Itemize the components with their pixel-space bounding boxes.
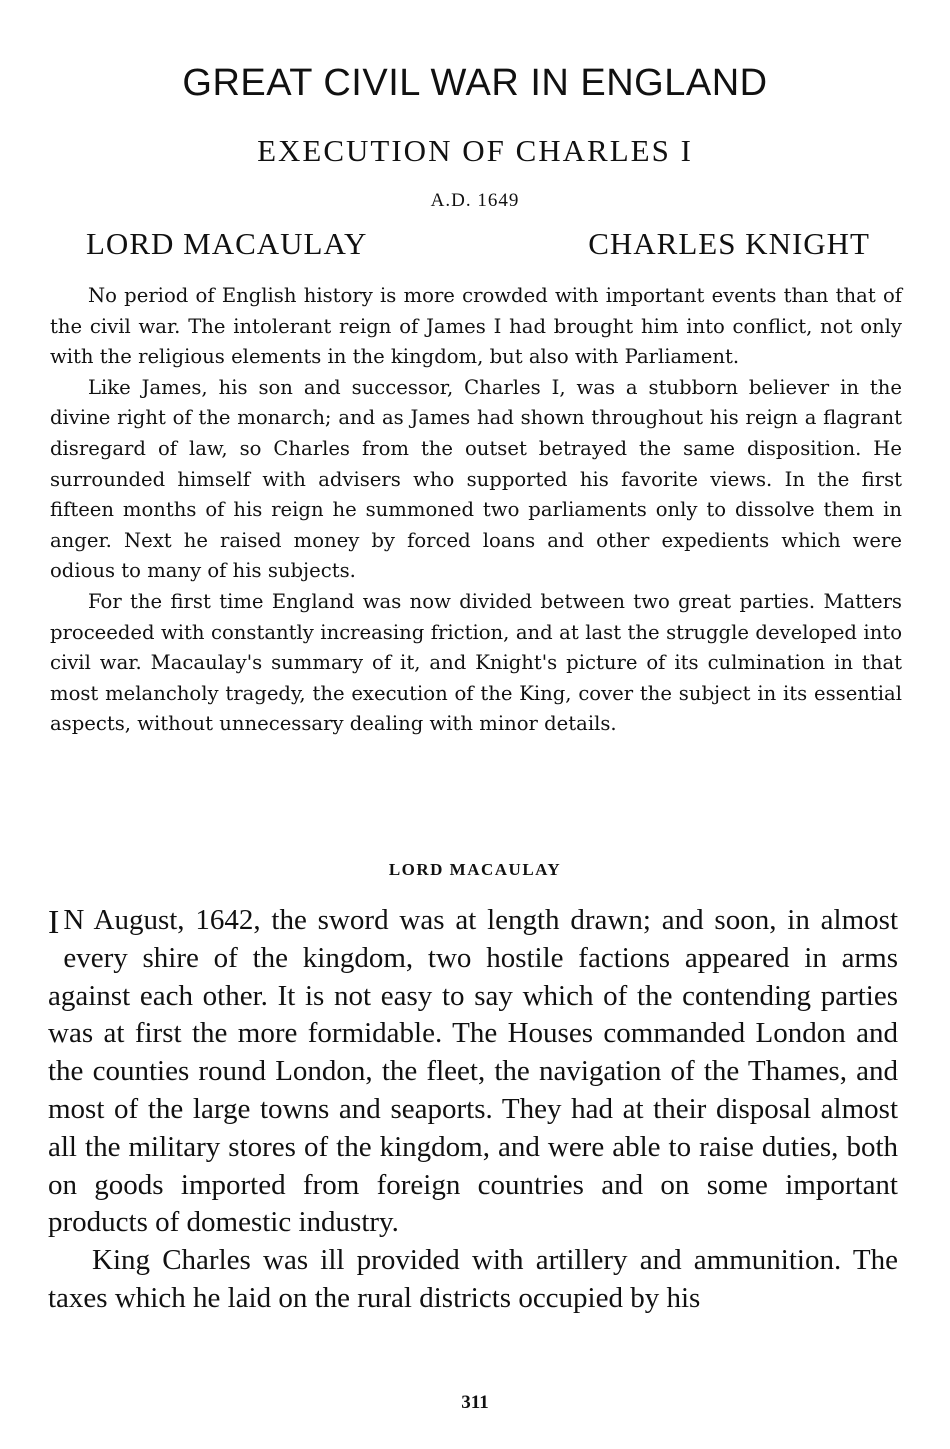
page-number: 311	[461, 1392, 489, 1413]
section-heading: LORD MACAULAY	[388, 860, 562, 879]
body-paragraph	[48, 902, 898, 1242]
drop-cap: I	[48, 904, 60, 941]
chapter-subtitle: EXECUTION OF CHARLES I	[257, 133, 693, 168]
authors-line	[86, 226, 870, 262]
intro-paragraph: No period of English history is more crowded with important events than that of the civil war. The intolerant reign of James I had brought him into conflict, not only with the religious elements in the kingdom, but also with Parliament.	[50, 284, 902, 369]
intro-paragraph: Like James, his son and successor, Charles I, was a stubborn believer in the divine right of the monarch; and as James had shown throughout his reign a flagrant disregard of law, so Charles from the outset betrayed the same disposition. He surrounded himself with advisers who supported his favorite views. In the first fifteen months of his reign he summoned two parliaments only to dissolve them in anger. Next he raised money by forced loans and other expedients which were odious to many of his subjects.	[50, 375, 902, 583]
author-right: CHARLES KNIGHT	[588, 226, 870, 261]
chapter-date: A.D. 1649	[430, 190, 520, 211]
intro-paragraph: For the first time England was now divided between two great parties. Matters proceeded with constantly increasing friction, and at last the struggle developed into civil war. Macaulay's summary of it, and Knight's picture of its culmination in that most melancholy tragedy, the execution of the King, cover the subject in its essential aspects, without unnecessary dealing with minor details.	[50, 589, 902, 736]
author-left: LORD MACAULAY	[86, 226, 368, 261]
section-body	[48, 902, 898, 1318]
body-paragraph: King Charles was ill provided with artillery and ammunition. The taxes which he laid on the rural districts occupied by his	[48, 1244, 898, 1314]
chapter-title: GREAT CIVIL WAR IN ENGLAND	[182, 62, 768, 104]
introduction	[50, 281, 902, 740]
body-paragraph-text: N August, 1642, the sword was at length drawn; and soon, in almost every shire of the kingdom, two hostile factions appeared in arms against each other. It is not easy to say which of the contending parties was at first the more formidable. The Houses commanded London and the counties round London, the fleet, the navigation of the Thames, and most of the large towns and seaports. They had at their disposal almost all the military stores of the kingdom, and were able to raise duties, both on goods imported from foreign countries and on some important products of domestic industry.	[48, 904, 898, 1239]
